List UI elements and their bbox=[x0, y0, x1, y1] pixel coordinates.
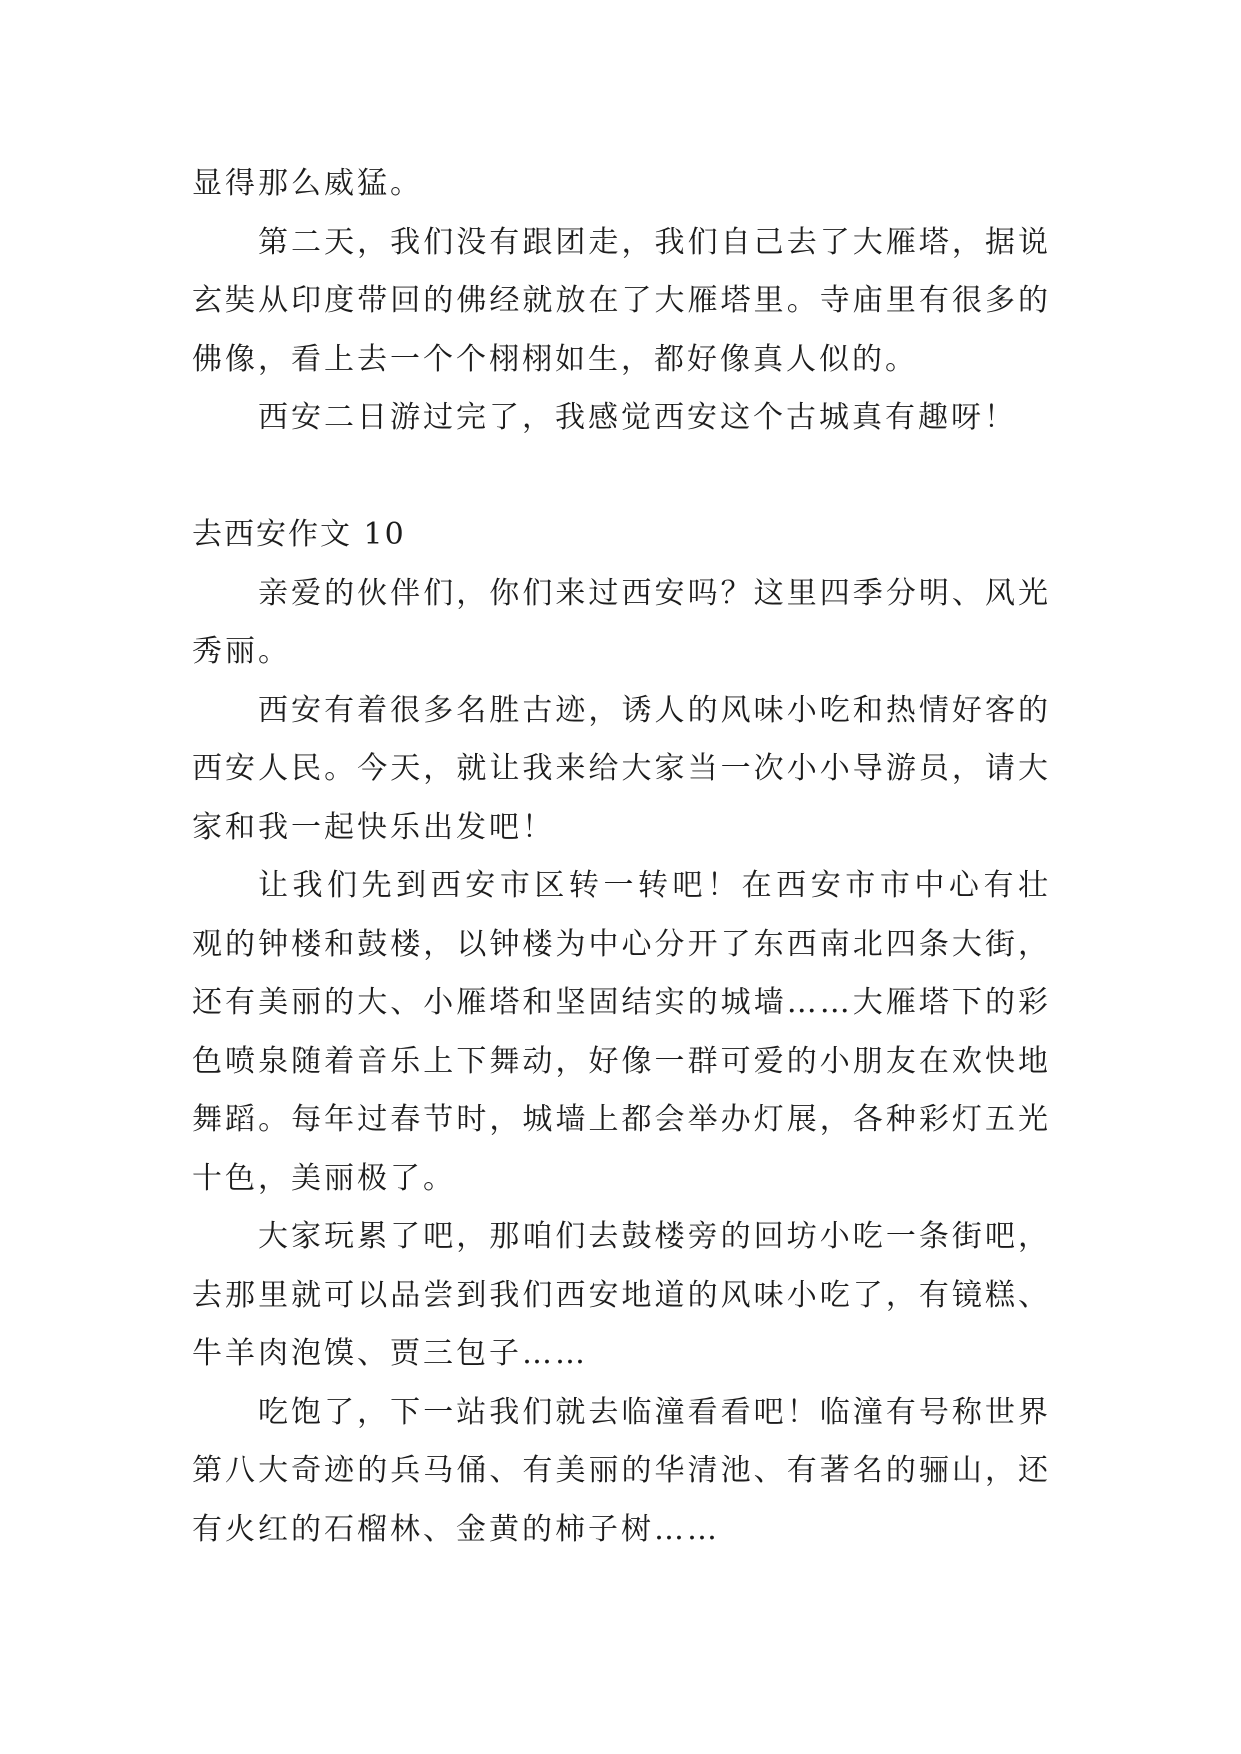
essay-title: 去西安作文 10 bbox=[192, 517, 406, 552]
paragraph-line: 舞蹈。每年过春节时，城墙上都会举办灯展，各种彩灯五光 bbox=[192, 1102, 1051, 1137]
paragraph-line: 玄奘从印度带回的佛经就放在了大雁塔里。寺庙里有很多的 bbox=[192, 283, 1051, 318]
blank-line bbox=[192, 448, 1051, 507]
paragraph-line: 十色，美丽极了。 bbox=[192, 1160, 456, 1196]
paragraph-line: 有火红的石榴林、金黄的柿子树…… bbox=[192, 1511, 720, 1547]
paragraph bbox=[192, 214, 1051, 390]
paragraph bbox=[192, 1208, 1051, 1384]
document-body bbox=[192, 155, 1051, 1559]
paragraph-line: 色喷泉随着音乐上下舞动，好像一群可爱的小朋友在欢快地 bbox=[192, 1043, 1051, 1079]
paragraph-line: 西安有着很多名胜古迹，诱人的风味小吃和热情好客的 bbox=[258, 692, 1051, 728]
paragraph-line: 牛羊肉泡馍、贾三包子…… bbox=[192, 1336, 588, 1371]
paragraph-line: 第二天，我们没有跟团走，我们自己去了大雁塔，据说 bbox=[258, 224, 1051, 260]
paragraph-line: 亲爱的伙伴们，你们来过西安吗？这里四季分明、风光 bbox=[258, 575, 1051, 611]
paragraph bbox=[192, 857, 1051, 1208]
paragraph-line: 吃饱了，下一站我们就去临潼看看吧！临潼有号称世界 bbox=[258, 1394, 1051, 1430]
paragraph bbox=[192, 1384, 1051, 1560]
paragraph-line: 去那里就可以品尝到我们西安地道的风味小吃了，有镜糕、 bbox=[192, 1277, 1051, 1313]
paragraph-line: 秀丽。 bbox=[192, 634, 291, 669]
paragraph bbox=[192, 155, 1051, 214]
paragraph-line: 西安人民。今天，就让我来给大家当一次小小导游员，请大 bbox=[192, 751, 1051, 786]
paragraph bbox=[192, 565, 1051, 682]
paragraph bbox=[192, 389, 1051, 448]
paragraph-line: 显得那么威猛。 bbox=[192, 166, 423, 201]
paragraph-line: 西安二日游过完了，我感觉西安这个古城真有趣呀！ bbox=[258, 400, 1017, 435]
paragraph-line: 家和我一起快乐出发吧！ bbox=[192, 809, 555, 845]
paragraph-line: 佛像，看上去一个个栩栩如生，都好像真人似的。 bbox=[192, 341, 918, 377]
paragraph-line: 大家玩累了吧，那咱们去鼓楼旁的回坊小吃一条街吧， bbox=[258, 1219, 1051, 1254]
paragraph-line: 让我们先到西安市区转一转吧！在西安市市中心有壮 bbox=[258, 868, 1051, 903]
paragraph-line: 还有美丽的大、小雁塔和坚固结实的城墙……大雁塔下的彩 bbox=[192, 985, 1051, 1020]
paragraph bbox=[192, 682, 1051, 858]
paragraph-line: 观的钟楼和鼓楼，以钟楼为中心分开了东西南北四条大街， bbox=[192, 926, 1051, 962]
paragraph-line: 第八大奇迹的兵马俑、有美丽的华清池、有著名的骊山，还 bbox=[192, 1453, 1051, 1488]
